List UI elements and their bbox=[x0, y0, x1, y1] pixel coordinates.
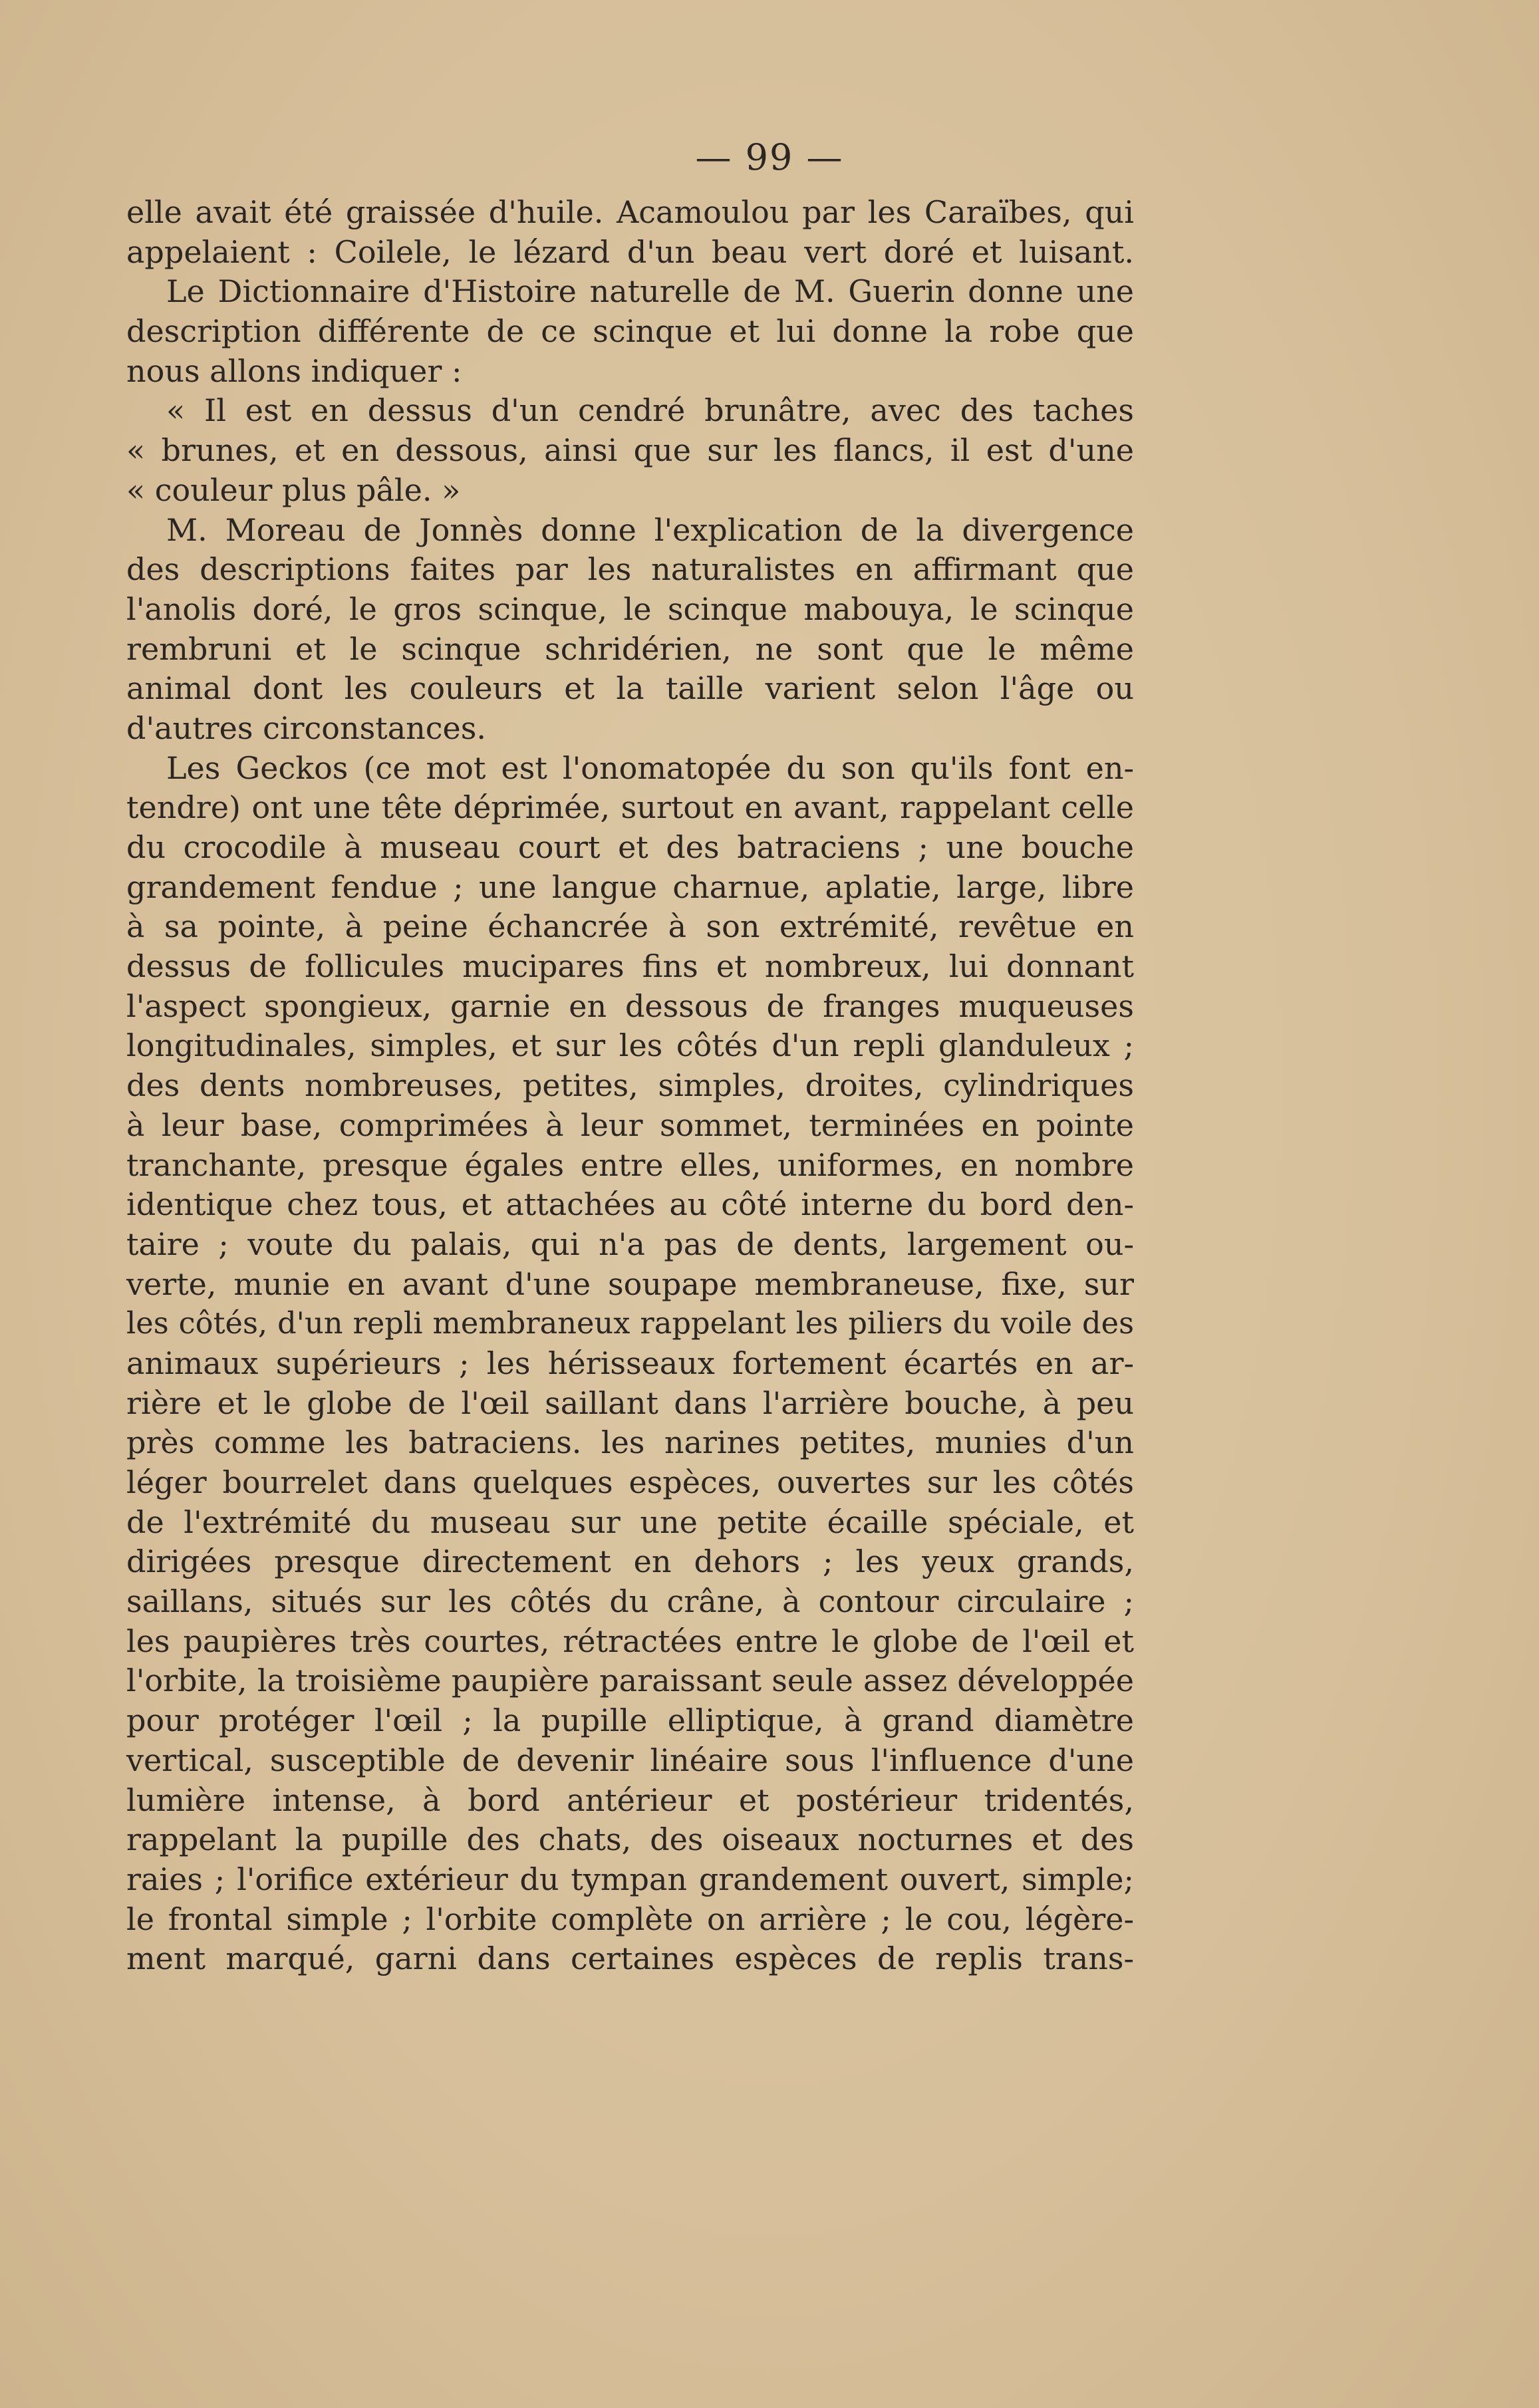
text-line: le frontal simple ; l'orbite complète on arrière ; le cou, légère- bbox=[126, 1901, 1134, 1937]
text-line: « Il est en dessus d'un cendré brunâtre, avec des taches bbox=[166, 392, 1134, 429]
text-line: « couleur plus pâle. » bbox=[126, 471, 461, 508]
text-line: pour protéger l'œil ; la pupille elliptique, à grand diamètre bbox=[126, 1702, 1134, 1739]
text-line: lumière intense, à bord antérieur et postérieur tridentés, bbox=[126, 1782, 1134, 1818]
text-line: léger bourrelet dans quelques espèces, ouvertes sur les côtés bbox=[126, 1464, 1134, 1500]
text-line: identique chez tous, et attachées au côté interne du bord den- bbox=[126, 1186, 1134, 1223]
text-line: description différente de ce scinque et lui donne la robe que bbox=[126, 313, 1134, 350]
text-line: animal dont les couleurs et la taille varient selon l'âge ou bbox=[126, 670, 1134, 707]
text-line: d'autres circonstances. bbox=[126, 710, 486, 746]
text-line: rière et le globe de l'œil saillant dans l'arrière bouche, à peu bbox=[126, 1385, 1134, 1421]
body-text bbox=[126, 193, 1134, 1979]
text-line: dessus de follicules mucipares fins et nombreux, lui donnant bbox=[126, 948, 1134, 985]
text-line: du crocodile à museau court et des batraciens ; une bouche bbox=[126, 829, 1134, 865]
text-line: l'aspect spongieux, garnie en dessous de franges muqueuses bbox=[126, 988, 1134, 1024]
text-line: taire ; voute du palais, qui n'a pas de dents, largement ou- bbox=[126, 1226, 1134, 1262]
text-line: l'anolis doré, le gros scinque, le scinque mabouya, le scinque bbox=[126, 591, 1134, 627]
text-line: nous allons indiquer : bbox=[126, 352, 462, 389]
text-line: saillans, situés sur les côtés du crâne, à contour circulaire ; bbox=[126, 1583, 1134, 1620]
text-line: les paupières très courtes, rétractées entre le globe de l'œil et bbox=[126, 1623, 1134, 1659]
text-line: « brunes, et en dessous, ainsi que sur les flancs, il est d'une bbox=[126, 432, 1134, 469]
text-line: tendre) ont une tête déprimée, surtout en avant, rappelant celle bbox=[126, 789, 1134, 826]
text-line: de l'extrémité du museau sur une petite écaille spéciale, et bbox=[126, 1504, 1134, 1540]
text-line: Le Dictionnaire d'Histoire naturelle de M. Guerin donne une bbox=[166, 273, 1134, 310]
text-line: animaux supérieurs ; les hérisseaux fortement écartés en ar- bbox=[126, 1345, 1134, 1381]
text-line: M. Moreau de Jonnès donne l'explication de la divergence bbox=[166, 511, 1134, 548]
text-line: Les Geckos (ce mot est l'onomatopée du son qu'ils font en- bbox=[166, 749, 1134, 786]
text-line: dirigées presque directement en dehors ; les yeux grands, bbox=[126, 1543, 1134, 1580]
text-line: raies ; l'orifice extérieur du tympan grandement ouvert, simple; bbox=[126, 1861, 1134, 1897]
text-line: appelaient : Coilele, le lézard d'un beau vert doré et luisant. bbox=[126, 233, 1134, 270]
text-line: des descriptions faites par les naturalistes en affirmant que bbox=[126, 551, 1134, 588]
text-line: longitudinales, simples, et sur les côtés d'un repli glanduleux ; bbox=[126, 1027, 1134, 1064]
text-line: rembruni et le scinque schridérien, ne sont que le même bbox=[126, 630, 1134, 667]
text-line: rappelant la pupille des chats, des oiseaux nocturnes et des bbox=[126, 1821, 1134, 1858]
text-line: à sa pointe, à peine échancrée à son extrémité, revêtue en bbox=[126, 908, 1134, 945]
text-line: tranchante, presque égales entre elles, uniformes, en nombre bbox=[126, 1146, 1134, 1183]
text-line: l'orbite, la troisième paupière paraissant seule assez développée bbox=[126, 1663, 1134, 1699]
text-line: des dents nombreuses, petites, simples, droites, cylindriques bbox=[126, 1067, 1134, 1104]
text-line: près comme les batraciens. les narines petites, munies d'un bbox=[126, 1424, 1134, 1461]
text-line: vertical, susceptible de devenir linéaire sous l'influence d'une bbox=[126, 1742, 1134, 1778]
text-line: ment marqué, garni dans certaines espèces de replis trans- bbox=[126, 1940, 1134, 1977]
text-line: à leur base, comprimées à leur sommet, terminées en pointe bbox=[126, 1107, 1134, 1143]
text-line: grandement fendue ; une langue charnue, aplatie, large, libre bbox=[126, 869, 1134, 905]
text-line: verte, munie en avant d'une soupape membraneuse, fixe, sur bbox=[126, 1266, 1134, 1302]
text-line: les côtés, d'un repli membraneux rappelant les piliers du voile des bbox=[126, 1306, 1134, 1341]
page-number: — 99 — bbox=[695, 136, 844, 178]
text-line: elle avait été graissée d'huile. Acamoulou par les Caraïbes, qui bbox=[126, 194, 1134, 230]
